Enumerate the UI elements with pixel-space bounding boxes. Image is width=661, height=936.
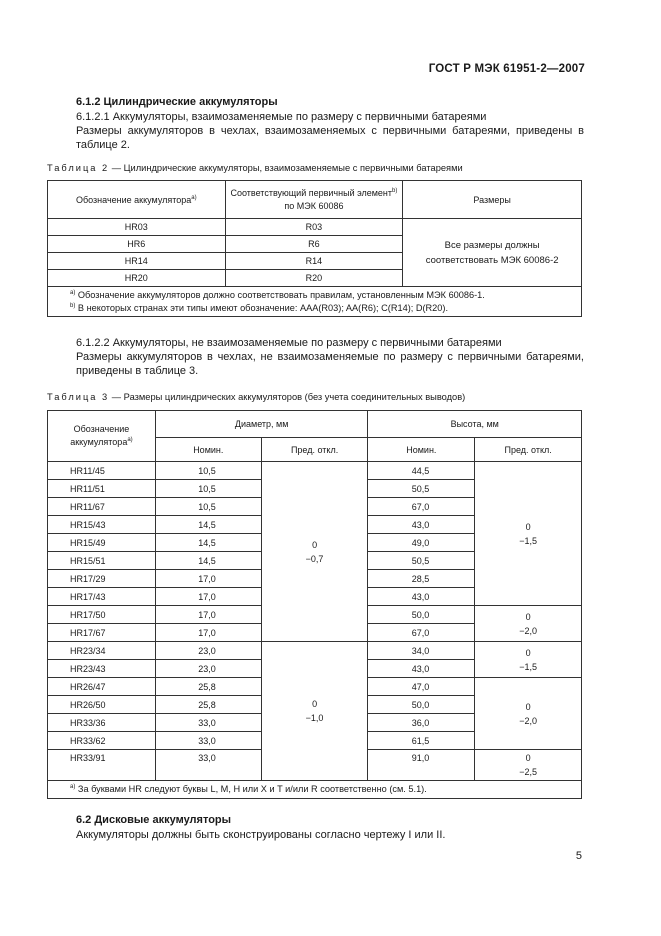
t3-cell-d: 25,8 bbox=[155, 678, 261, 696]
t3-cell-acc: HR17/43 bbox=[48, 588, 156, 606]
t3-cell-acc: HR33/36 bbox=[48, 714, 156, 732]
t2-cell-prim: R6 bbox=[225, 236, 403, 253]
t2-note-a: $^{а)}$ Обозначение аккумуляторов должно соответствовать правилам, установленным МЭК 60086-1. bbox=[70, 290, 485, 300]
t3-htol-2: 0 −2,0 bbox=[475, 606, 582, 642]
t3-header-d-dev: Пред. откл. bbox=[261, 438, 368, 462]
t3-header-diameter: Диаметр, мм bbox=[155, 411, 368, 438]
t3-cell-acc: HR11/67 bbox=[48, 498, 156, 516]
t3-htol-1: 0 −1,5 bbox=[475, 462, 582, 606]
t3-header-d-nom: Номин. bbox=[155, 438, 261, 462]
t3-cell-h: 44,5 bbox=[368, 462, 475, 480]
table2-caption-label: Таблица 2 bbox=[47, 163, 110, 173]
t3-cell-acc: HR33/91 bbox=[48, 750, 156, 781]
t3-cell-h: 43,0 bbox=[368, 516, 475, 534]
t2-dims-note: Все размеры должны соответствовать МЭК 60086-2 bbox=[403, 219, 582, 287]
t2-cell-acc: HR20 bbox=[48, 270, 226, 287]
t2-cell-acc: HR14 bbox=[48, 253, 226, 270]
t3-header-height: Высота, мм bbox=[368, 411, 582, 438]
t3-cell-h: 28,5 bbox=[368, 570, 475, 588]
t3-cell-d: 17,0 bbox=[155, 570, 261, 588]
t3-cell-acc: HR23/43 bbox=[48, 660, 156, 678]
t3-cell-h: 67,0 bbox=[368, 498, 475, 516]
t3-cell-d: 17,0 bbox=[155, 588, 261, 606]
t3-header-designation: Обозначение аккумулятора$^{а)}$ bbox=[48, 411, 156, 462]
t3-cell-acc: HR17/50 bbox=[48, 606, 156, 624]
t3-cell-acc: HR15/43 bbox=[48, 516, 156, 534]
t3-cell-h: 36,0 bbox=[368, 714, 475, 732]
t3-cell-acc: HR26/50 bbox=[48, 696, 156, 714]
table2-caption bbox=[47, 163, 463, 173]
t3-cell-acc: HR26/47 bbox=[48, 678, 156, 696]
t3-cell-h: 34,0 bbox=[368, 642, 475, 660]
t3-cell-h: 43,0 bbox=[368, 660, 475, 678]
t3-cell-h: 49,0 bbox=[368, 534, 475, 552]
t3-cell-h: 67,0 bbox=[368, 624, 475, 642]
t3-cell-d: 25,8 bbox=[155, 696, 261, 714]
t2-header-designation: Обозначение аккумулятора$^{а)}$ bbox=[48, 181, 226, 219]
t2-cell-prim: R14 bbox=[225, 253, 403, 270]
t3-cell-d: 33,0 bbox=[155, 714, 261, 732]
t3-header-h-nom: Номин. bbox=[368, 438, 475, 462]
table3-caption-text: — Размеры цилиндрических аккумуляторов (без учета соединительных выводов) bbox=[109, 392, 466, 402]
document-code: ГОСТ Р МЭК 61951-2—2007 bbox=[428, 63, 585, 75]
t3-cell-d: 14,5 bbox=[155, 516, 261, 534]
page-number: 5 bbox=[575, 850, 582, 862]
t3-cell-d: 10,5 bbox=[155, 462, 261, 480]
table-3 bbox=[47, 410, 582, 799]
paragraph-table2-intro: Размеры аккумуляторов в чехлах, взаимозаменяемых с первичными батареями, приведены в таблице 2. bbox=[76, 125, 584, 151]
t3-cell-d: 14,5 bbox=[155, 552, 261, 570]
t2-cell-acc: HR6 bbox=[48, 236, 226, 253]
t3-htol-4: 0 −2,0 bbox=[475, 678, 582, 750]
t3-cell-acc: HR11/45 bbox=[48, 462, 156, 480]
t2-cell-prim: R03 bbox=[225, 219, 403, 236]
t3-cell-h: 47,0 bbox=[368, 678, 475, 696]
t2-note-b: $^{b)}$ В некоторых странах эти типы имеют обозначение: AAA(R03); AA(R6); C(R14); D(R20). bbox=[70, 302, 449, 313]
t2-cell-acc: HR03 bbox=[48, 219, 226, 236]
t3-cell-h: 43,0 bbox=[368, 588, 475, 606]
t3-cell-acc: HR17/29 bbox=[48, 570, 156, 588]
t3-htol-3: 0 −1,5 bbox=[475, 642, 582, 678]
table3-caption bbox=[47, 392, 465, 402]
section-title-6-2: 6.2 Дисковые аккумуляторы bbox=[76, 814, 232, 826]
t3-cell-acc: HR33/62 bbox=[48, 732, 156, 750]
t3-cell-d: 33,0 bbox=[155, 750, 261, 781]
t3-cell-acc: HR15/51 bbox=[48, 552, 156, 570]
t3-cell-acc: HR23/34 bbox=[48, 642, 156, 660]
t3-cell-d: 33,0 bbox=[155, 732, 261, 750]
paragraph-6-2: Аккумуляторы должны быть сконструированы согласно чертежу I или II. bbox=[76, 829, 446, 841]
t2-cell-prim: R20 bbox=[225, 270, 403, 287]
t3-cell-h: 50,0 bbox=[368, 606, 475, 624]
t3-cell-acc: HR17/67 bbox=[48, 624, 156, 642]
t3-cell-acc: HR11/51 bbox=[48, 480, 156, 498]
t3-cell-d: 10,5 bbox=[155, 480, 261, 498]
paragraph-6-1-2-1: 6.1.2.1 Аккумуляторы, взаимозаменяемые по размеру с первичными батареями bbox=[76, 111, 487, 123]
section-title-6-1-2: 6.1.2 Цилиндрические аккумуляторы bbox=[76, 96, 278, 108]
table3-caption-label: Таблица 3 bbox=[47, 392, 110, 402]
t3-cell-acc: HR15/49 bbox=[48, 534, 156, 552]
paragraph-table3-intro: Размеры аккумуляторов в чехлах, не взаимозаменяемые по размеру с первичными батареями, приведены в таблице 3. bbox=[76, 351, 584, 377]
paragraph-6-1-2-2: 6.1.2.2 Аккумуляторы, не взаимозаменяемые по размеру с первичными батареями bbox=[76, 337, 502, 349]
t3-dtol-1: 0 −0,7 bbox=[261, 462, 368, 642]
t3-cell-d: 14,5 bbox=[155, 534, 261, 552]
t3-cell-d: 17,0 bbox=[155, 624, 261, 642]
t3-note: $^{а)}$ За буквами HR следуют буквы L, M, H или X и T и/или R соответственно (см. 5.1). bbox=[48, 781, 582, 799]
t3-htol-5: 0 −2,5 bbox=[475, 750, 582, 781]
t3-cell-h: 50,5 bbox=[368, 552, 475, 570]
t3-cell-d: 10,5 bbox=[155, 498, 261, 516]
t3-cell-h: 91,0 bbox=[368, 750, 475, 781]
t2-header-dimensions: Размеры bbox=[403, 181, 582, 219]
t2-header-primary: Соответствующий первичный элемент$^{b)}$ по МЭК 60086 bbox=[225, 181, 403, 219]
t3-dtol-2: 0 −1,0 bbox=[261, 642, 368, 781]
t3-cell-d: 23,0 bbox=[155, 642, 261, 660]
t2-notes bbox=[48, 287, 582, 317]
table-2 bbox=[47, 180, 582, 317]
t3-cell-d: 17,0 bbox=[155, 606, 261, 624]
t3-cell-d: 23,0 bbox=[155, 660, 261, 678]
t3-header-h-dev: Пред. откл. bbox=[475, 438, 582, 462]
t3-cell-h: 61,5 bbox=[368, 732, 475, 750]
t3-cell-h: 50,5 bbox=[368, 480, 475, 498]
table2-caption-text: — Цилиндрические аккумуляторы, взаимозаменяемые с первичными батареями bbox=[109, 163, 463, 173]
t3-cell-h: 50,0 bbox=[368, 696, 475, 714]
